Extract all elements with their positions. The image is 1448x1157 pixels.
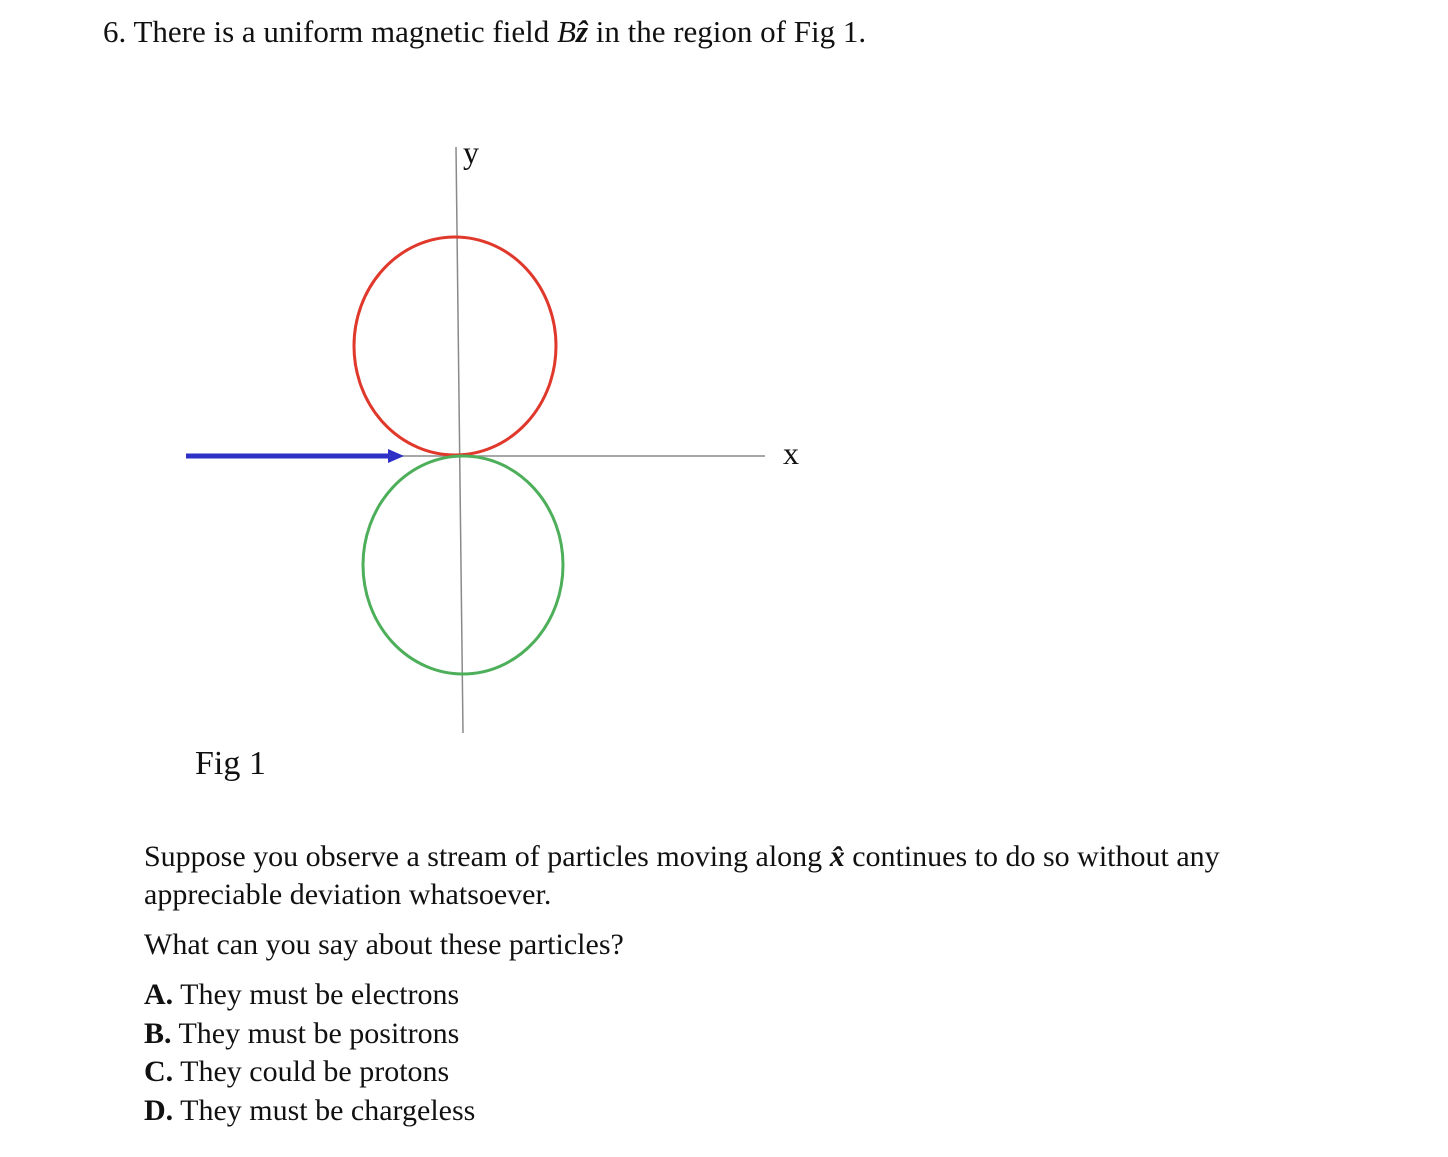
option-letter: B. (144, 1016, 172, 1050)
lower-circle-trajectory (363, 456, 563, 674)
question-text-before: There is a uniform magnetic field (133, 14, 557, 49)
observation-paragraph (144, 838, 1324, 914)
option-c (144, 1053, 475, 1092)
answer-options (144, 976, 475, 1130)
option-d (144, 1092, 475, 1131)
option-text: They must be electrons (173, 978, 460, 1011)
field-symbol: B (556, 14, 576, 49)
y-axis (456, 147, 463, 733)
paragraph-text-after: continues to do so without any appreciable deviation whatsoever. (144, 840, 1220, 911)
question-prompt: What can you say about these particles? (144, 928, 624, 961)
paragraph-text-before: Suppose you observe a stream of particles moving along (144, 840, 830, 873)
option-letter: A. (144, 978, 174, 1011)
option-a (144, 976, 475, 1015)
y-axis-label: y (463, 134, 479, 170)
option-letter: D. (144, 1093, 174, 1127)
option-text: They must be positrons (171, 1016, 460, 1050)
x-unit-vector: x̂ (829, 840, 845, 873)
option-text: They must be chargeless (173, 1093, 476, 1127)
upper-circle-trajectory (354, 237, 556, 455)
x-axis-label: x (783, 435, 799, 471)
z-unit-vector: ẑ (575, 14, 588, 49)
option-b (144, 1015, 475, 1054)
arrow-head (388, 449, 404, 463)
question-number: 6. (103, 14, 127, 49)
option-text: They could be protons (173, 1055, 450, 1088)
figure-caption: Fig 1 (195, 745, 266, 782)
question-text-after: in the region of Fig 1. (587, 14, 867, 49)
option-letter: C. (144, 1055, 174, 1088)
